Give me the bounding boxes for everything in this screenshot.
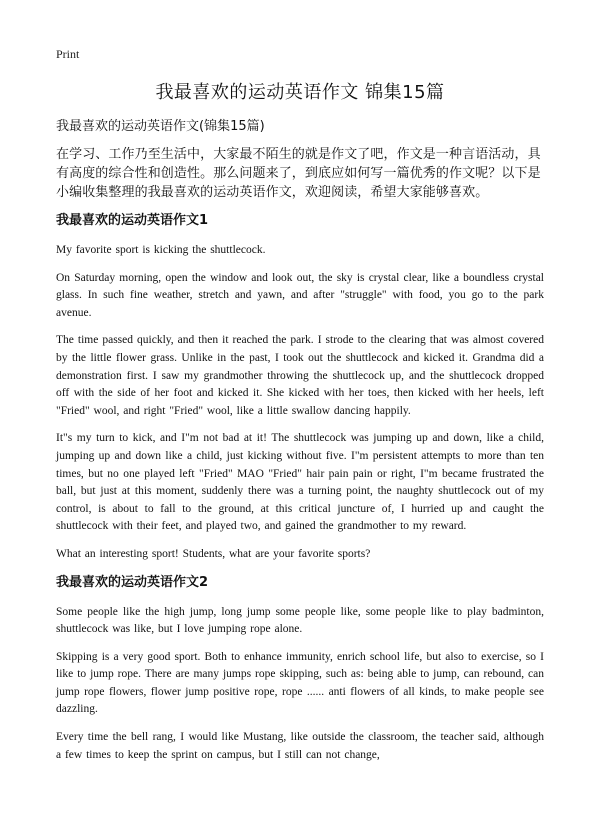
section-heading: 我最喜欢的运动英语作文1 [56,213,209,228]
essay-section-1 [56,212,544,564]
paragraph: What an interesting sport! Students, what are your favorite sports? [56,547,371,560]
section-heading: 我最喜欢的运动英语作文2 [56,574,209,590]
paragraph: The time passed quickly, and then it reached the park. I strode to the clearing that was almost covered by the little flower grass. Unlike in the past, I took out the shuttlecock and kicked it. Grandma did a demonstration first. I saw my grandmother throwing the shuttlecock up, and the shuttlecock dropped off with the side of her foot and kicked it. She kicked with her toes, then kicked with her heels, left "Fried" wool, and right "Fried" wool, like a little swallow dancing happily. [56,334,544,417]
paragraph: My favorite sport is kicking the shuttlecock. [56,244,266,256]
essay-section-2 [56,574,544,765]
document-title: 我最喜欢的运动英语作文 锦集15篇 [155,82,445,103]
paragraph: Skipping is a very good sport. Both to enhance immunity, enrich school life, but also to exercise, so I like to jump rope. There are many jumps rope skipping, such as: being able to jump, can rebound, can jump rope flowers, flower jump positive rope, rope ...... anti flowers of all kinds, to make people see dazzling. [56,650,544,716]
print-link[interactable]: Print [56,47,80,61]
paragraph: It"s my turn to kick, and I"m not bad at it! The shuttlecock was jumping up and down, like a child, jumping up and down like a child, just kicking without five. I"m persistent attempts to more than ten times, but no one played left "Fried" MAO "Fried" hair pain pain or right, I"m became frustrated the ball, but just at this moment, suddenly there was a turning point, the naughty shuttlecock out of my control, is about to fall to the ground, at this critical juncture of, I hurried up and caught the shuttlecock with their feet, and played two, and gained the grandmother to my reward. [56,432,544,533]
intro-paragraph: 在学习、工作乃至生活中，大家最不陌生的就是作文了吧，作文是一种言语活动，具有高度的综合性和创造性。那么问题来了，到底应如何写一篇优秀的作文呢？以下是小编收集整理的我最喜欢的运动英语作文，欢迎阅读，希望大家能够喜欢。 [56,147,541,200]
paragraph: Some people like the high jump, long jump some people like, some people like to play badminton, shuttlecock was like, but I love jumping rope alone. [56,605,544,636]
paragraph: Every time the bell rang, I would like Mustang, like outside the classroom, the teacher said, although a few times to keep the sprint on campus, but I still can not change, [56,731,544,761]
document-body [56,118,544,774]
paragraph: On Saturday morning, open the window and look out, the sky is crystal clear, like a boundless crystal glass. In such fine weather, stretch and yawn, and after "struggle" with food, you go to the park avenue. [56,271,544,319]
document-subtitle: 我最喜欢的运动英语作文(锦集15篇) [56,119,265,134]
